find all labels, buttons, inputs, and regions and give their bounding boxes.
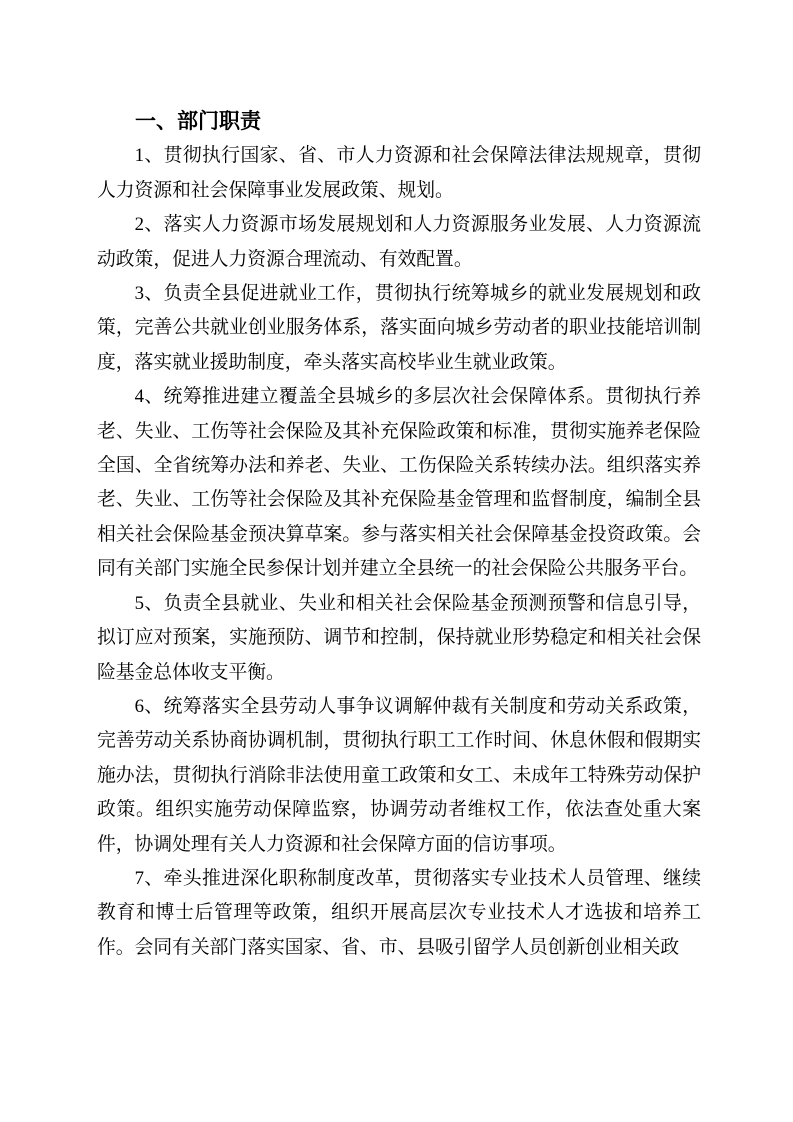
paragraph-duty-1: 1、贯彻执行国家、省、市人力资源和社会保障法律法规规章，贯彻人力资源和社会保障事业发展政策、规划。 xyxy=(97,145,701,201)
paragraph-duty-2: 2、落实人力资源市场发展规划和人力资源服务业发展、人力资源流动政策，促进人力资源合理流动、有效配置。 xyxy=(97,214,701,270)
paragraph-duty-3: 3、负责全县促进就业工作，贯彻执行统筹城乡的就业发展规划和政策，完善公共就业创业服务体系，落实面向城乡劳动者的职业技能培训制度，落实就业援助制度，牵头落实高校毕业生就业政策。 xyxy=(97,283,701,373)
document-content xyxy=(97,105,701,965)
section-heading: 一、部门职责 xyxy=(135,110,261,133)
paragraph-duty-4: 4、统筹推进建立覆盖全县城乡的多层次社会保障体系。贯彻执行养老、失业、工伤等社会保险及其补充保险政策和标准，贯彻实施养老保险全国、全省统筹办法和养老、失业、工伤保险关系转续办法。组织落实养老、失业、工伤等社会保险及其补充保险基金管理和监督制度，编制全县相关社会保险基金预决算草案。参与落实相关社会保障基金投资政策。会同有关部门实施全民参保计划并建立全县统一的社会保险公共服务平台。 xyxy=(97,386,701,580)
paragraph-duty-6: 6、统筹落实全县劳动人事争议调解仲裁有关制度和劳动关系政策，完善劳动关系协商协调机制，贯彻执行职工工作时间、休息休假和假期实施办法，贯彻执行消除非法使用童工政策和女工、未成年工特殊劳动保护政策。组织实施劳动保障监察，协调劳动者维权工作，依法查处重大案件，协调处理有关人力资源和社会保障方面的信访事项。 xyxy=(97,695,701,855)
paragraph-duty-7-continued: 7、牵头推进深化职称制度改革，贯彻落实专业技术人员管理、继续教育和博士后管理等政策，组织开展高层次专业技术人才选拔和培养工作。会同有关部门落实国家、省、市、县吸引留学人员创新创业相关政 xyxy=(97,867,701,958)
paragraph-duty-5: 5、负责全县就业、失业和相关社会保险基金预测预警和信息引导，拟订应对预案，实施预防、调节和控制，保持就业形势稳定和相关社会保险基金总体收支平衡。 xyxy=(97,592,701,683)
